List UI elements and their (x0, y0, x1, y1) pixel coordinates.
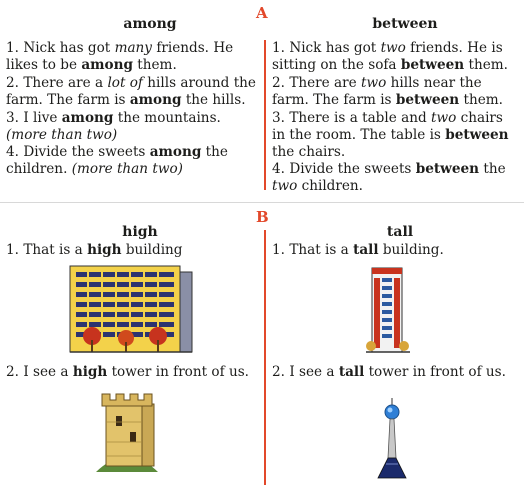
heading-high: high (122, 224, 158, 240)
tall-building-illustration (366, 266, 410, 356)
column-divider-b (264, 230, 266, 485)
among-item-2: 2. There are a lot of hills around the farm. The farm is among the hills. (6, 75, 256, 108)
heading-among: among (123, 16, 177, 32)
between-item-2: 2. There are two hills near the farm. The farm is between them. (272, 75, 503, 108)
high-item-1: 1. That is a high building (6, 242, 183, 258)
column-divider-a (264, 40, 266, 190)
section-a-letter: A (256, 4, 268, 22)
high-item-2: 2. I see a high tower in front of us. (6, 364, 249, 380)
tall-item-1: 1. That is a tall building. (272, 242, 444, 258)
heading-between: between (372, 16, 438, 32)
wide-building-illustration (70, 266, 195, 356)
between-item-4: 4. Divide the sweets between the two children. (272, 161, 506, 194)
among-item-3: 3. I live among the mountains. (more than two) (6, 110, 221, 143)
among-item-4: 4. Divide the sweets among the children. (more than two) (6, 144, 228, 177)
tv-tower-illustration (374, 398, 410, 480)
tall-item-2: 2. I see a tall tower in front of us. (272, 364, 506, 380)
section-b-letter: B (256, 208, 269, 226)
among-item-1: 1. Nick has got many friends. He likes to be among them. (6, 40, 234, 73)
between-item-3: 3. There is a table and two chairs in the room. The table is between the chairs. (272, 110, 509, 160)
between-item-1: 1. Nick has got two friends. He is sitting on the sofa between them. (272, 40, 508, 73)
heading-tall: tall (386, 224, 414, 240)
section-separator (0, 202, 524, 203)
castle-tower-illustration (92, 386, 162, 478)
